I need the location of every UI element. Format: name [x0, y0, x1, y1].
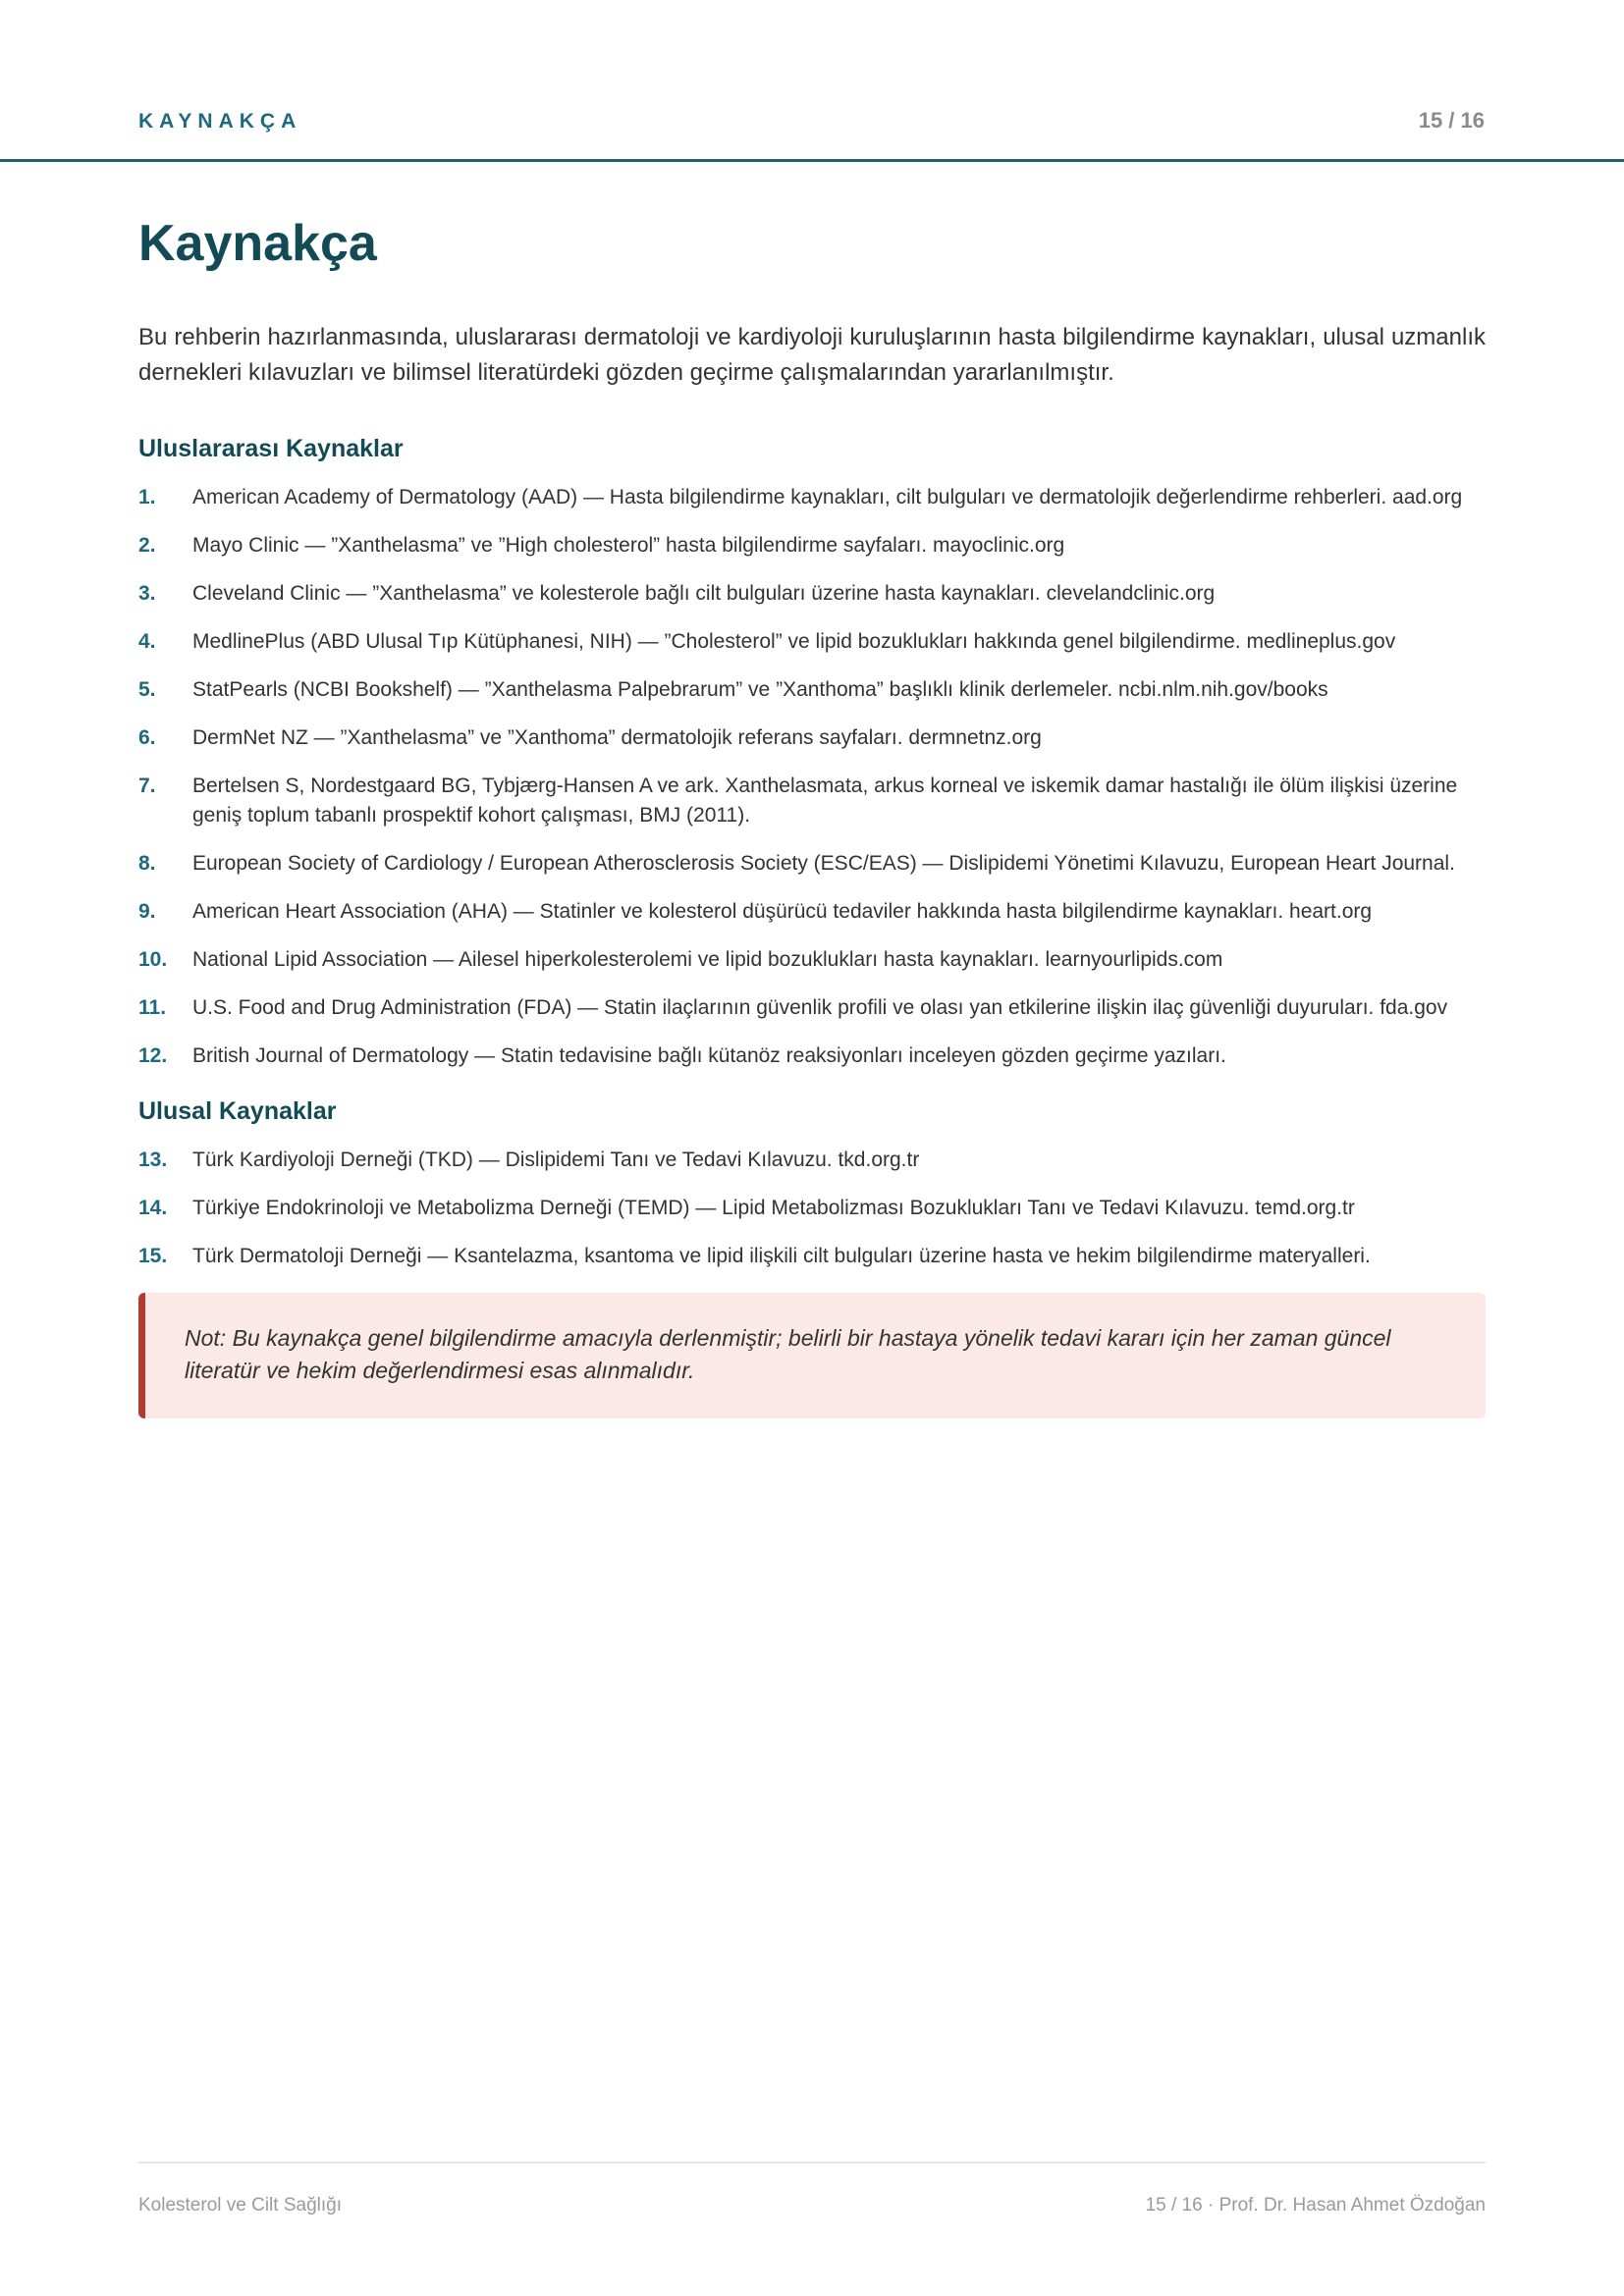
- footer-page-author: 15 / 16 · Prof. Dr. Hasan Ahmet Özdoğan: [1145, 2195, 1486, 2216]
- reference-item: [138, 1194, 1486, 1223]
- reference-item: [138, 849, 1486, 879]
- reference-text: Mayo Clinic — ”Xanthelasma” ve ”High cholesterol” hasta bilgilendirme sayfaları. mayoclinic.org: [192, 534, 1065, 557]
- reference-text: Bertelsen S, Nordestgaard BG, Tybjærg-Hansen A ve ark. Xanthelasmata, arkus korneal ve iskemik damar hastalığı ile ölüm ilişkisi üzerine geniş toplum tabanlı prospektif kohort çalışması, BMJ (2011).: [192, 774, 1458, 827]
- page-title: Kaynakça: [138, 215, 377, 272]
- reference-number: 11.: [138, 996, 167, 1019]
- header-page-number: 15 / 16: [1418, 108, 1485, 133]
- reference-text: StatPearls (NCBI Bookshelf) — ”Xanthelasma Palpebrarum” ve ”Xanthoma” başlıklı klinik derlemeler. ncbi.nlm.nih.gov/books: [192, 678, 1328, 701]
- reference-item: [138, 1242, 1486, 1271]
- reference-text: British Journal of Dermatology — Statin tedavisine bağlı kütanöz reaksiyonları inceleyen gözden geçirme yazıları.: [192, 1044, 1226, 1067]
- reference-text: Türkiye Endokrinoloji ve Metabolizma Derneği (TEMD) — Lipid Metabolizması Bozuklukları Tanı ve Tedavi Kılavuzu. temd.org.tr: [192, 1197, 1355, 1219]
- reference-item: [138, 531, 1486, 561]
- note-callout: [138, 1293, 1486, 1418]
- reference-list-national: [138, 1146, 1486, 1271]
- reference-text: MedlinePlus (ABD Ulusal Tıp Kütüphanesi, NIH) — ”Cholesterol” ve lipid bozuklukları hakkında genel bilgilendirme. medlineplus.gov: [192, 630, 1396, 653]
- reference-item: [138, 483, 1486, 512]
- reference-number: 2.: [138, 534, 156, 557]
- reference-item: [138, 579, 1486, 609]
- reference-item: [138, 945, 1486, 975]
- reference-text: American Academy of Dermatology (AAD) — Hasta bilgilendirme kaynakları, cilt bulguları ve dermatolojik değerlendirme rehberleri. aad.org: [192, 486, 1463, 508]
- reference-item: [138, 897, 1486, 927]
- reference-text: U.S. Food and Drug Administration (FDA) — Statin ilaçlarının güvenlik profili ve olası yan etkilerine ilişkin ilaç güvenliği duyuruları. fda.gov: [192, 996, 1448, 1019]
- reference-text: Türk Dermatoloji Derneği — Ksantelazma, ksantoma ve lipid ilişkili cilt bulguları üzerine hasta ve hekim bilgilendirme materyalleri.: [192, 1245, 1371, 1267]
- reference-item: [138, 723, 1486, 753]
- note-text: : Bu kaynakça genel bilgilendirme amacıyla derlenmiştir; belirli bir hastaya yönelik tedavi kararı için her zaman güncel literatür ve hekim değerlendirmesi esas alınmalıdır.: [185, 1325, 1391, 1383]
- reference-list-international: [138, 483, 1486, 1071]
- reference-item: [138, 675, 1486, 705]
- header-section-label: KAYNAKÇA: [138, 110, 302, 133]
- reference-number: 8.: [138, 852, 156, 875]
- reference-text: American Heart Association (AHA) — Statinler ve kolesterol düşürücü tedaviler hakkında hasta bilgilendirme kaynakları. heart.org: [192, 900, 1373, 923]
- reference-number: 5.: [138, 678, 156, 701]
- footer-divider: [138, 2162, 1486, 2163]
- reference-number: 15.: [138, 1245, 168, 1267]
- reference-number: 10.: [138, 948, 168, 971]
- reference-item: [138, 627, 1486, 657]
- reference-text: National Lipid Association — Ailesel hiperkolesterolemi ve lipid bozuklukları hasta kaynakları. learnyourlipids.com: [192, 948, 1223, 971]
- reference-number: 4.: [138, 630, 156, 653]
- page-header: [0, 0, 1624, 162]
- reference-number: 6.: [138, 726, 156, 749]
- main-content: [138, 211, 1486, 1418]
- reference-number: 1.: [138, 486, 156, 508]
- reference-text: Cleveland Clinic — ”Xanthelasma” ve kolesterole bağlı cilt bulguları üzerine hasta kaynakları. clevelandclinic.org: [192, 582, 1216, 605]
- reference-text: DermNet NZ — ”Xanthelasma” ve ”Xanthoma” dermatolojik referans sayfaları. dermnetnz.org: [192, 726, 1042, 749]
- reference-number: 14.: [138, 1197, 168, 1219]
- reference-number: 7.: [138, 774, 156, 797]
- section-heading-national: Ulusal Kaynaklar: [138, 1097, 337, 1125]
- note-label: Not: [185, 1325, 220, 1351]
- footer-document-title: Kolesterol ve Cilt Sağlığı: [138, 2195, 342, 2216]
- reference-text: European Society of Cardiology / European Atherosclerosis Society (ESC/EAS) — Dislipidemi Yönetimi Kılavuzu, European Heart Journal.: [192, 852, 1455, 875]
- section-heading-international: Uluslararası Kaynaklar: [138, 435, 404, 462]
- reference-number: 13.: [138, 1148, 168, 1171]
- reference-item: [138, 1146, 1486, 1175]
- reference-number: 12.: [138, 1044, 168, 1067]
- reference-number: 9.: [138, 900, 156, 923]
- reference-number: 3.: [138, 582, 156, 605]
- reference-text: Türk Kardiyoloji Derneği (TKD) — Dislipidemi Tanı ve Tedavi Kılavuzu. tkd.org.tr: [192, 1148, 920, 1171]
- reference-item: [138, 1041, 1486, 1071]
- intro-paragraph: Bu rehberin hazırlanmasında, uluslararası dermatoloji ve kardiyoloji kuruluşlarının hasta bilgilendirme kaynakları, ulusal uzmanlık dernekleri kılavuzları ve bilimsel literatürdeki gözden geçirme çalışmalarından yararlanılmıştır.: [138, 324, 1486, 386]
- reference-item: [138, 993, 1486, 1023]
- reference-item: [138, 772, 1486, 830]
